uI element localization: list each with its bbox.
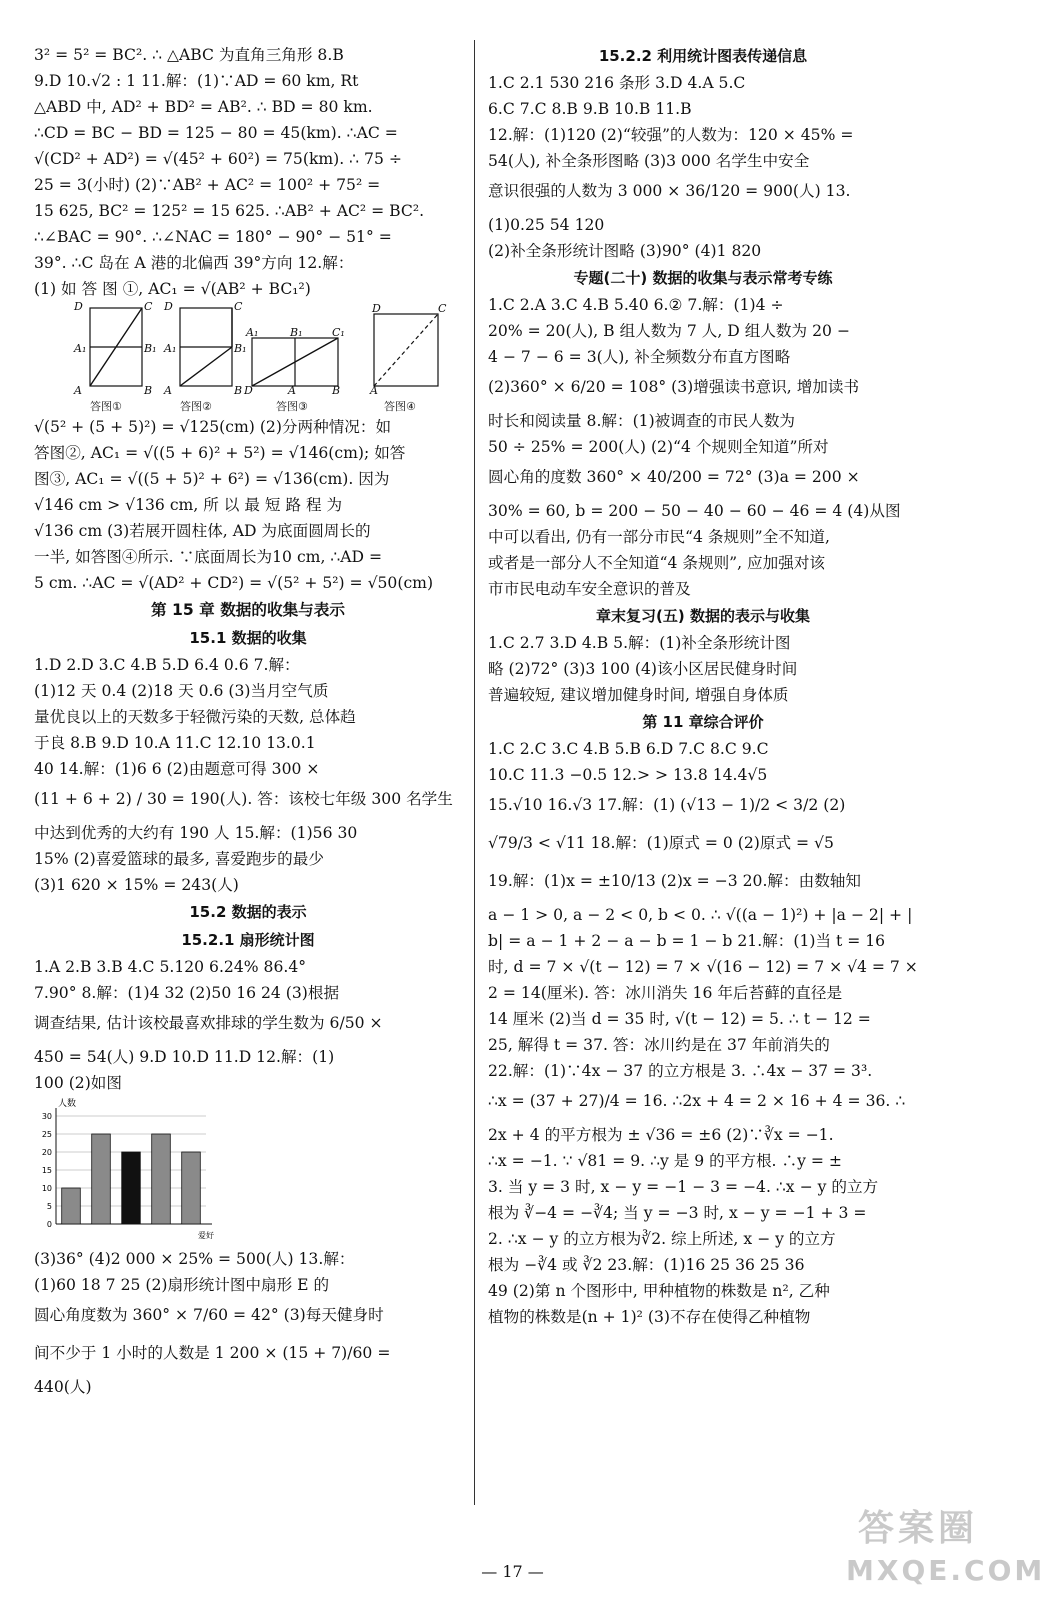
answer-line: 略 (2)72° (3)3 100 (4)该小区居民健身时间 [488, 660, 798, 678]
answer-line: 2. ∴x − y 的立方根为∛2. 综上所述, x − y 的立方 [488, 1230, 836, 1248]
answer-line: (1) 如 答 图 ①, AC₁ = √(AB² + BC₁²) [34, 280, 311, 298]
bar [122, 1152, 141, 1224]
answer-line: a − 1 > 0, a − 2 < 0, b < 0. ∴ √((a − 1)²) + |a − 2| + | [488, 906, 913, 924]
answer-line: 1.C 2.1 530 216 条形 3.D 4.A 5.C [488, 74, 746, 92]
answer-line: 7.90° 8.解：(1)4 32 (2)50 16 24 (3)根据 [34, 984, 340, 1002]
figure-3-caption: 答图③ [276, 400, 308, 413]
answer-line: 时, d = 7 × √(t − 12) = 7 × √(16 − 12) = 7 × √4 = 7 × [488, 958, 918, 976]
answer-line: 图③, AC₁ = √((5 + 5)² + 6²) = √136(cm). 因为 [34, 470, 390, 488]
answer-line: 根为 ∛−4 = −∛4; 当 y = −3 时, x − y = −1 + 3 = [488, 1204, 867, 1222]
answer-line: (11 + 6 + 2) / 30 = 190(人). 答：该校七年级 300 名学生 [34, 790, 453, 808]
answer-line: 9.D 10.√2 : 1 11.解：(1)∵AD = 60 km, Rt [34, 72, 359, 90]
y-axis-label: 人数 [58, 1099, 77, 1109]
answer-line: 22.解：(1)∵4x − 37 的立方根是 3. ∴4x − 37 = 3³. [488, 1062, 873, 1080]
answer-line: √146 cm > √136 cm, 所 以 最 短 路 程 为 [34, 496, 343, 514]
bar [182, 1152, 201, 1224]
right-column [488, 42, 918, 1330]
answer-line: ∴CD = BC − BD = 125 − 80 = 45(km). ∴AC = [34, 124, 398, 142]
figure-1 [82, 302, 152, 400]
answer-line: (2)360° × 6/20 = 108° (3)增强读书意识, 增加读书 [488, 378, 860, 396]
answer-line: (1)60 18 7 25 (2)扇形统计图中扇形 E 的 [34, 1276, 330, 1294]
answer-line: 20% = 20(人), B 组人数为 7 人, D 组人数为 20 − [488, 322, 850, 340]
answer-line: 量优良以上的天数多于轻微污染的天数, 总体趋 [34, 708, 356, 726]
y-tick-label: 5 [46, 1202, 52, 1211]
answer-line: √(5² + (5 + 5)²) = √125(cm) (2)分两种情况：如 [34, 418, 392, 436]
answer-line: 54(人), 补全条形图略 (3)3 000 名学生中安全 [488, 152, 810, 170]
chapter-review-heading: 章末复习(五) 数据的表示与收集 [596, 607, 810, 625]
figure-2 [172, 302, 242, 400]
bar [62, 1188, 81, 1224]
figure-1-caption: 答图① [90, 400, 122, 413]
y-tick-label: 15 [41, 1166, 52, 1175]
figure-2-caption: 答图② [180, 400, 212, 413]
y-tick-label: 25 [41, 1130, 52, 1139]
answer-line: (3)36° (4)2 000 × 25% = 500(人) 13.解： [34, 1250, 355, 1268]
answer-line: 或者是一部分人不全知道“4 条规则”, 应加强对该 [488, 554, 826, 572]
bar [92, 1134, 111, 1224]
answer-line: √136 cm (3)若展开圆柱体, AD 为底面圆周长的 [34, 522, 371, 540]
answer-line: 49 (2)第 n 个图形中, 甲种植物的株数是 n², 乙种 [488, 1282, 830, 1300]
answer-block-chapter-review [488, 630, 918, 708]
watermark-url: MXQE.COM [846, 1554, 1045, 1587]
answer-line: (1)0.25 54 120 [488, 216, 605, 234]
answer-line: △ABD 中, AD² + BD² = AB². ∴ BD = 80 km. [34, 98, 373, 116]
figure-4-caption: 答图④ [384, 400, 416, 413]
answer-line: 答图②, AC₁ = √((5 + 6)² + 5²) = √146(cm); 如答 [34, 444, 406, 462]
answer-line: 1.C 2.C 3.C 4.B 5.B 6.D 7.C 8.C 9.C [488, 740, 769, 758]
answer-line: 40 14.解：(1)6 6 (2)由题意可得 300 × [34, 760, 320, 778]
answer-line: b| = a − 1 + 2 − a − b = 1 − b 21.解：(1)当 t = 16 [488, 932, 886, 950]
watermark-logo [838, 1500, 1045, 1595]
answer-line: 于良 8.B 9.D 10.A 11.C 12.10 13.0.1 [34, 734, 316, 752]
answer-line: 2 = 14(厘米). 答：冰川消失 16 年后苔藓的直径是 [488, 984, 843, 1002]
answer-line: 6.C 7.C 8.B 9.B 10.B 11.B [488, 100, 692, 118]
answer-line: 50 ÷ 25% = 200(人) (2)“4 个规则全知道”所对 [488, 438, 829, 456]
answer-block-15-2-1-cont [34, 1246, 462, 1400]
answer-line: 440(人) [34, 1378, 92, 1396]
answer-line: 调查结果, 估计该校最喜欢排球的学生数为 6/50 × [34, 1014, 383, 1032]
section-15-2-1-heading: 15.2.1 扇形统计图 [181, 931, 315, 949]
answer-line: 14 厘米 (2)当 d = 35 时, √(t − 12) = 5. ∴ t − 12 = [488, 1010, 871, 1028]
section-15-1-heading: 15.1 数据的收集 [189, 629, 307, 647]
y-tick-label: 0 [46, 1220, 52, 1229]
answer-line: 意识很强的人数为 3 000 × 36/120 = 900(人) 13. [488, 182, 851, 200]
y-tick-label: 20 [41, 1148, 52, 1157]
answer-line: (2)补全条形统计图略 (3)90° (4)1 820 [488, 242, 762, 260]
answer-line: 1.C 2.A 3.C 4.B 5.40 6.② 7.解：(1)4 ÷ [488, 296, 784, 314]
answer-line: 圆心角的度数 360° × 40/200 = 72° (3)a = 200 × [488, 468, 860, 486]
answer-line: 12.解：(1)120 (2)“较强”的人数为：120 × 45% = [488, 126, 854, 144]
answer-line: 10.C 11.3 −0.5 12.> > 13.8 14.4√5 [488, 766, 768, 784]
y-tick-label: 10 [41, 1184, 52, 1193]
answer-line: 39°. ∴C 岛在 A 港的北偏西 39°方向 12.解： [34, 254, 354, 272]
answer-line: 间不少于 1 小时的人数是 1 200 × (15 + 7)/60 = [34, 1344, 391, 1362]
answer-line: (1)12 天 0.4 (2)18 天 0.6 (3)当月空气质 [34, 682, 329, 700]
answer-line: 圆心角度数为 360° × 7/60 = 42° (3)每天健身时 [34, 1306, 384, 1324]
answer-line: 3² = 5² = BC². ∴ △ABC 为直角三角形 8.B [34, 46, 344, 64]
answer-block-chapter-11 [488, 736, 918, 1330]
column-divider [474, 40, 475, 1505]
answer-line: (3)1 620 × 15% = 243(人) [34, 876, 239, 894]
answer-line: ∴x = (37 + 27)/4 = 16. ∴2x + 4 = 2 × 16 + 4 = 36. ∴ [488, 1092, 906, 1110]
answer-line: 30% = 60, b = 200 − 50 − 40 − 60 − 46 = 4 (4)从图 [488, 502, 901, 520]
answer-figures: D C A₁ B₁ A B 答图① D C A₁ B₁ A B 答图② A₁ B₁ C₁ D A B 答图③ D C A 答图④ [74, 300, 447, 413]
answer-line: 市市民电动车安全意识的普及 [488, 580, 691, 598]
section-15-2-heading: 15.2 数据的表示 [189, 903, 307, 921]
answer-block-special-topic [488, 292, 918, 602]
answer-line: 2x + 4 的平方根为 ± √36 = ±6 (2)∵∛x = −1. [488, 1126, 834, 1144]
answer-line: ∴∠BAC = 90°. ∴∠NAC = 180° − 90° − 51° = [34, 228, 392, 246]
answer-line: √(CD² + AD²) = √(45² + 60²) = 75(km). ∴ 75 ÷ [34, 150, 402, 168]
answer-line: 植物的株数是(n + 1)² (3)不存在使得乙种植物 [488, 1308, 811, 1326]
answer-line: 5 cm. ∴AC = √(AD² + CD²) = √(5² + 5²) = √50(cm) [34, 574, 434, 592]
answer-line: 时长和阅读量 8.解：(1)被调查的市民人数为 [488, 412, 796, 430]
answer-block-15-1 [34, 652, 462, 898]
chapter-15-heading: 第 15 章 数据的收集与表示 [151, 601, 345, 619]
answer-block-15-2-2 [488, 70, 918, 264]
answer-line: 中可以看出, 仍有一部分市民“4 条规则”全不知道, [488, 528, 830, 546]
bar [152, 1134, 171, 1224]
answer-line: 1.D 2.D 3.C 4.B 5.D 6.4 0.6 7.解： [34, 656, 300, 674]
answer-line: 1.C 2.7 3.D 4.B 5.解：(1)补全条形统计图 [488, 634, 791, 652]
answer-line: 25 = 3(小时) (2)∵AB² + AC² = 100² + 75² = [34, 176, 381, 194]
answer-line: 450 = 54(人) 9.D 10.D 11.D 12.解：(1) [34, 1048, 335, 1066]
chapter-11-evaluation-heading: 第 11 章综合评价 [642, 713, 764, 731]
left-column [34, 42, 462, 1400]
y-tick-label: 30 [41, 1112, 52, 1121]
answer-block-geometry [34, 42, 462, 302]
answer-line: 25, 解得 t = 37. 答：冰川约是在 37 年前消失的 [488, 1036, 830, 1054]
answer-line: 中达到优秀的大约有 190 人 15.解：(1)56 30 [34, 824, 358, 842]
answer-line: 100 (2)如图 [34, 1074, 122, 1092]
answer-line: 3. 当 y = 3 时, x − y = −1 − 3 = −4. ∴x − y 的立方 [488, 1178, 879, 1196]
answer-line: 15.√10 16.√3 17.解：(1) (√13 − 1)/2 < 3/2 (2) [488, 796, 846, 814]
answer-line: 15% (2)喜爱篮球的最多, 喜爱跑步的最少 [34, 850, 324, 868]
answer-line: √79/3 < √11 18.解：(1)原式 = 0 (2)原式 = √5 [488, 834, 834, 852]
special-topic-heading: 专题(二十) 数据的收集与表示常考专练 [573, 269, 833, 287]
answer-line: ∴x = −1. ∵ √81 = 9. ∴y 是 9 的平方根. ∴y = ± [488, 1152, 842, 1170]
answer-line: 普遍较短, 建议增加健身时间, 增强自身体质 [488, 686, 789, 704]
answer-line: 19.解：(1)x = ±10/13 (2)x = −3 20.解：由数轴知 [488, 872, 861, 890]
bar-chart [34, 1096, 462, 1246]
section-15-2-2-heading: 15.2.2 利用统计图表传递信息 [598, 47, 808, 65]
watermark-text: 答案圈 [858, 1508, 979, 1549]
page-number: — 17 — [481, 1562, 544, 1581]
answer-line: 根为 −∛4 或 ∛2 23.解：(1)16 25 36 25 36 [488, 1256, 805, 1274]
answer-block-geometry-cont [34, 414, 462, 596]
bar-chart-svg [34, 1096, 224, 1246]
answer-line: 一半, 如答图④所示. ∵底面周长为10 cm, ∴AD = [34, 548, 383, 566]
answer-line: 4 − 7 − 6 = 3(人), 补全频数分布直方图略 [488, 348, 791, 366]
answer-line: 15 625, BC² = 125² = 15 625. ∴AB² + AC² = BC². [34, 202, 425, 220]
answer-line: 1.A 2.B 3.B 4.C 5.120 6.24% 86.4° [34, 958, 307, 976]
x-axis-label: 爱好 [198, 1231, 214, 1240]
answer-block-15-2-1 [34, 954, 462, 1096]
